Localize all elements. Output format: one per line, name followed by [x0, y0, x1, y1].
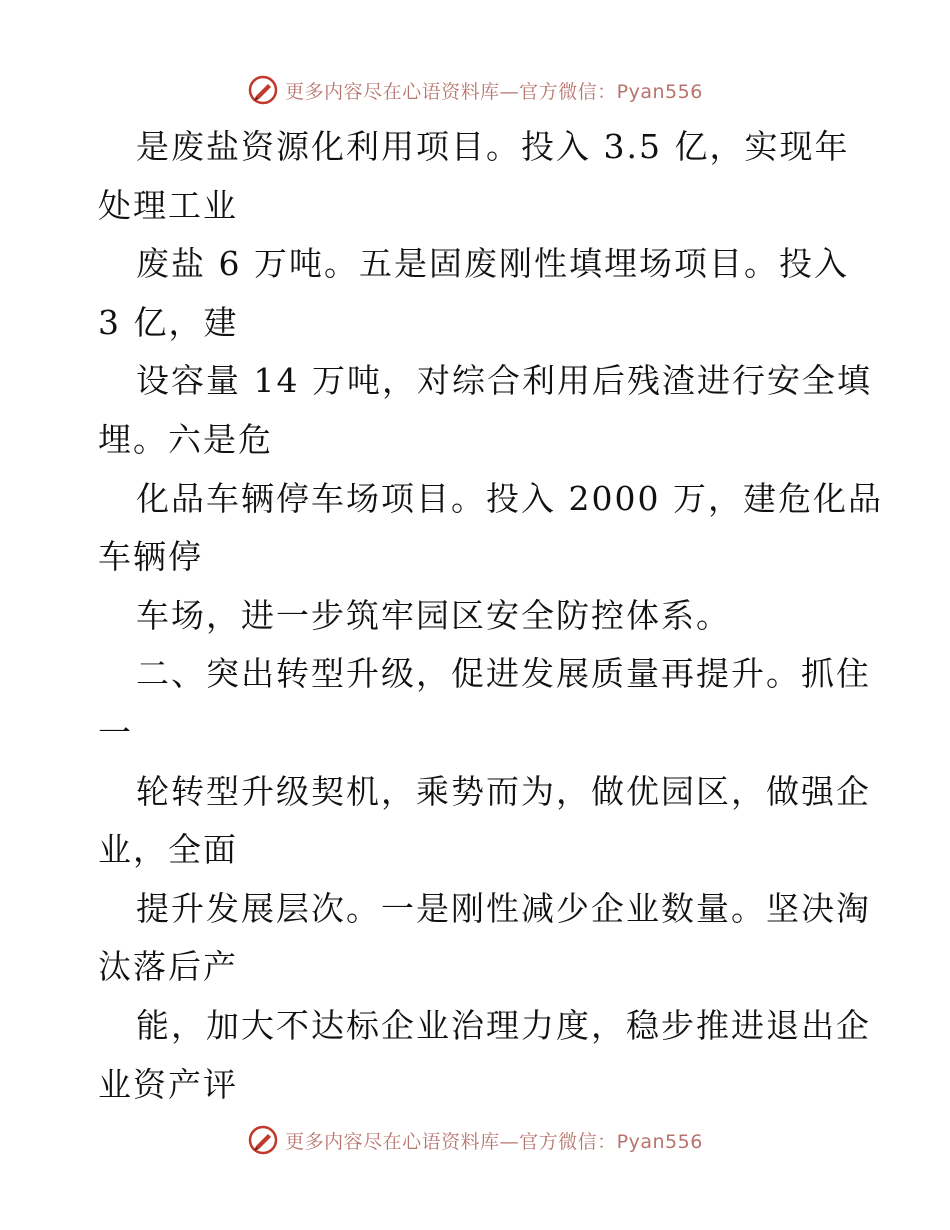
pen-logo-icon: [247, 74, 279, 106]
text-line: 埋。六是危: [98, 419, 273, 459]
text-line: 一: [98, 712, 133, 752]
text-line: 提升发展层次。一是刚性减少企业数量。坚决淘: [136, 888, 871, 928]
text-line: 业，全面: [98, 830, 238, 870]
text-line: 轮转型升级契机，乘势而为，做优园区，做强企: [136, 771, 871, 811]
watermark-text: 更多内容尽在心语资料库—官方微信：Pyan556: [285, 80, 703, 103]
text-line: 设容量 14 万吨，对综合利用后残渣进行安全填: [136, 361, 872, 401]
text-line: 二、突出转型升级，促进发展质量再提升。抓住: [136, 654, 871, 694]
text-line: 车场，进一步筑牢园区安全防控体系。: [136, 595, 731, 635]
text-line: 能，加大不达标企业治理力度，稳步推进退出企: [136, 1005, 871, 1045]
header-watermark: [0, 70, 950, 110]
pen-logo-icon: [247, 1124, 279, 1156]
text-line: 化品车辆停车场项目。投入 2000 万，建危化品: [136, 478, 883, 518]
footer-watermark: [0, 1120, 950, 1160]
text-line: 是废盐资源化利用项目。投入 3.5 亿，实现年: [136, 127, 850, 166]
text-line: 汰落后产: [98, 947, 238, 987]
text-line: 3 亿，建: [98, 302, 239, 342]
text-line: 车辆停: [98, 537, 203, 577]
document-body: [98, 118, 883, 1114]
text-line: 处理工业: [98, 185, 238, 225]
text-line: 废盐 6 万吨。五是固废刚性填埋场项目。投入: [136, 244, 849, 284]
text-line: 业资产评: [98, 1064, 238, 1104]
watermark-text: 更多内容尽在心语资料库—官方微信：Pyan556: [285, 1130, 703, 1153]
